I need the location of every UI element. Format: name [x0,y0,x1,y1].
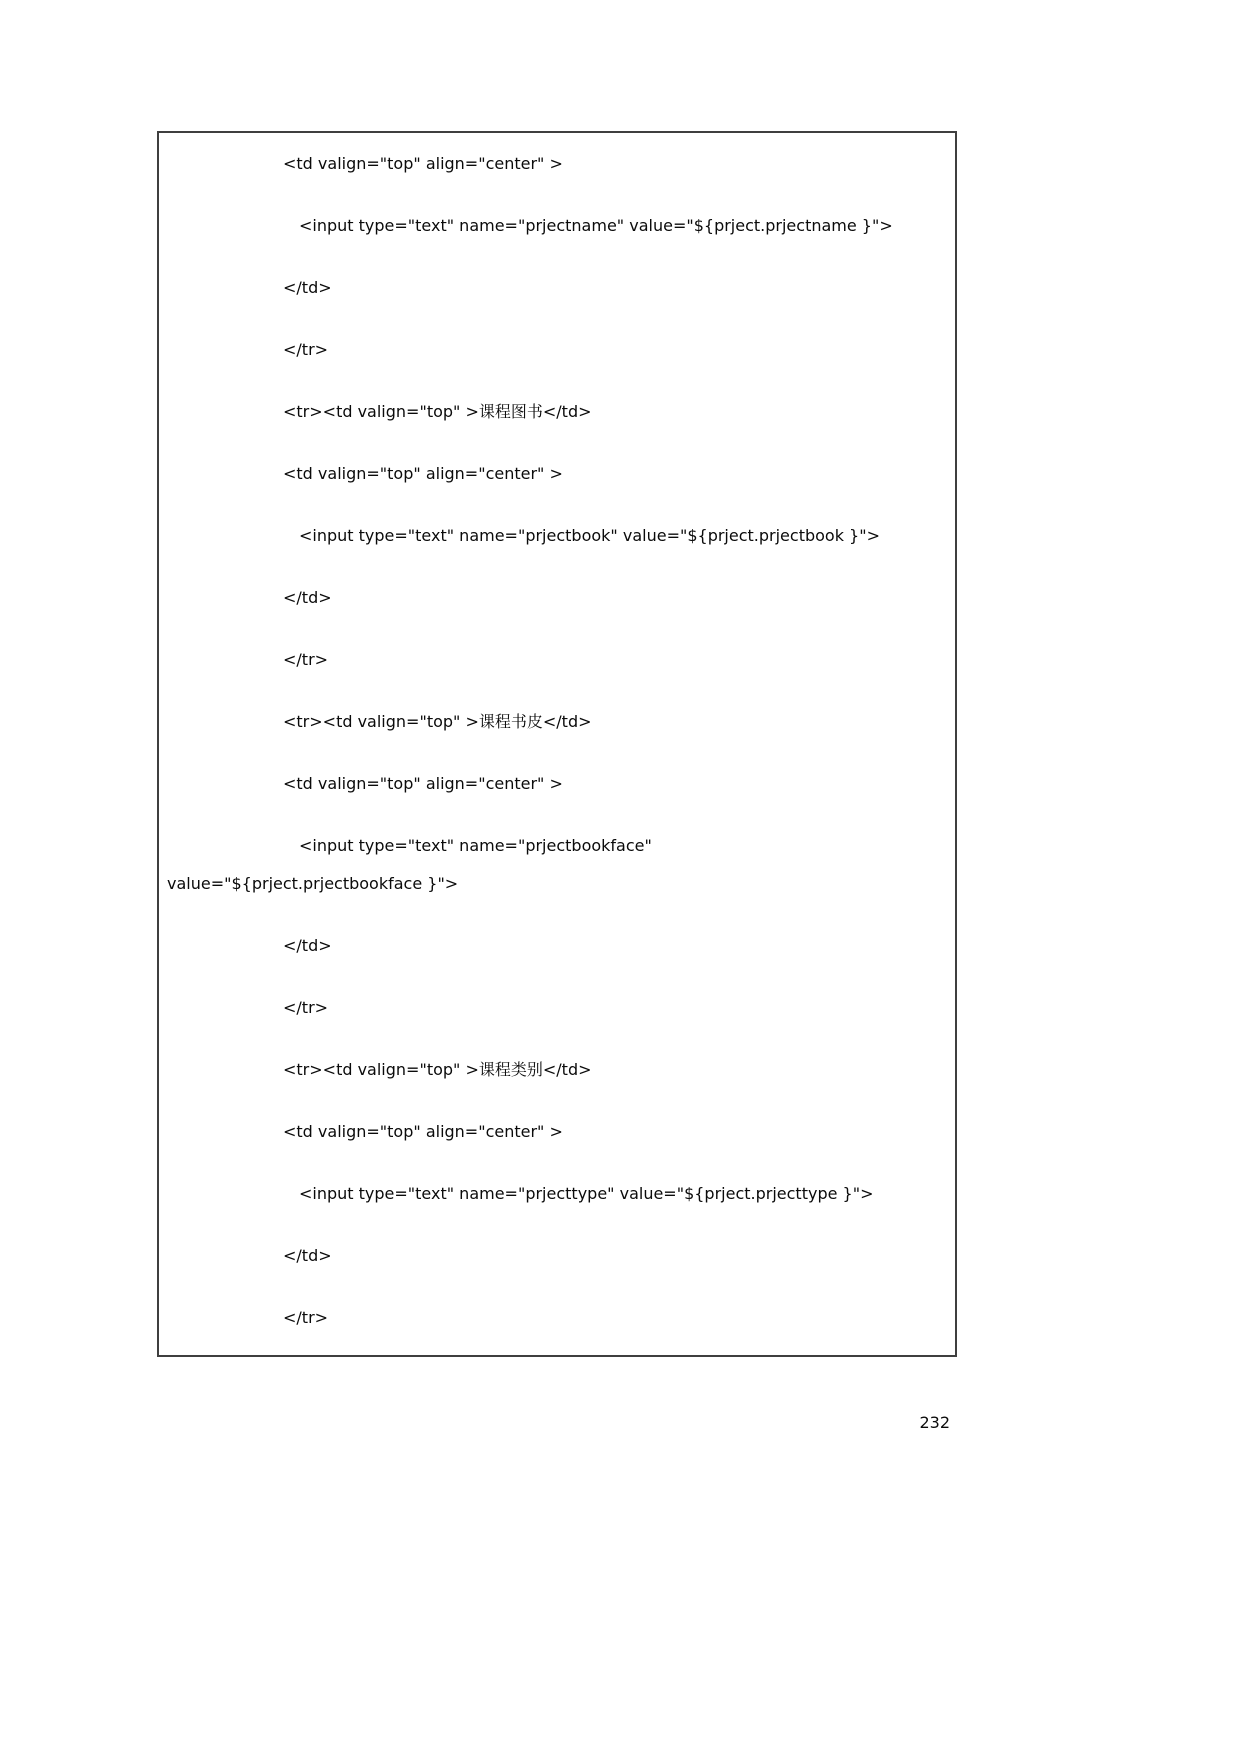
code-line: <input type="text" name="prjectname" value="${prject.prjectname }"> [299,216,893,235]
page-number: 232 [919,1413,950,1432]
code-line: <input type="text" name="prjectbook" value="${prject.prjectbook }"> [299,526,880,545]
code-line: <td valign="top" align="center" > [283,774,563,793]
code-line: </tr> [283,650,329,669]
code-line: <td valign="top" align="center" > [283,154,563,173]
code-line: </tr> [283,998,329,1017]
code-line: </td> [283,588,332,607]
code-line: </td> [283,278,332,297]
code-line: <td valign="top" align="center" > [283,464,563,483]
code-line: </td> [283,936,332,955]
code-line: value="${prject.prjectbookface }"> [167,874,459,893]
code-line: <td valign="top" align="center" > [283,1122,563,1141]
code-line: <tr><td valign="top" >课程图书</td> [283,402,592,421]
code-line: <input type="text" name="prjectbookface" [299,836,652,855]
code-block [157,131,957,1357]
code-line: </td> [283,1246,332,1265]
code-line: </tr> [283,1308,329,1327]
code-line: <tr><td valign="top" >课程书皮</td> [283,712,592,731]
code-line: <tr><td valign="top" >课程类别</td> [283,1060,592,1079]
code-line: <input type="text" name="prjecttype" value="${prject.prjecttype }"> [299,1184,874,1203]
code-line: </tr> [283,340,329,359]
